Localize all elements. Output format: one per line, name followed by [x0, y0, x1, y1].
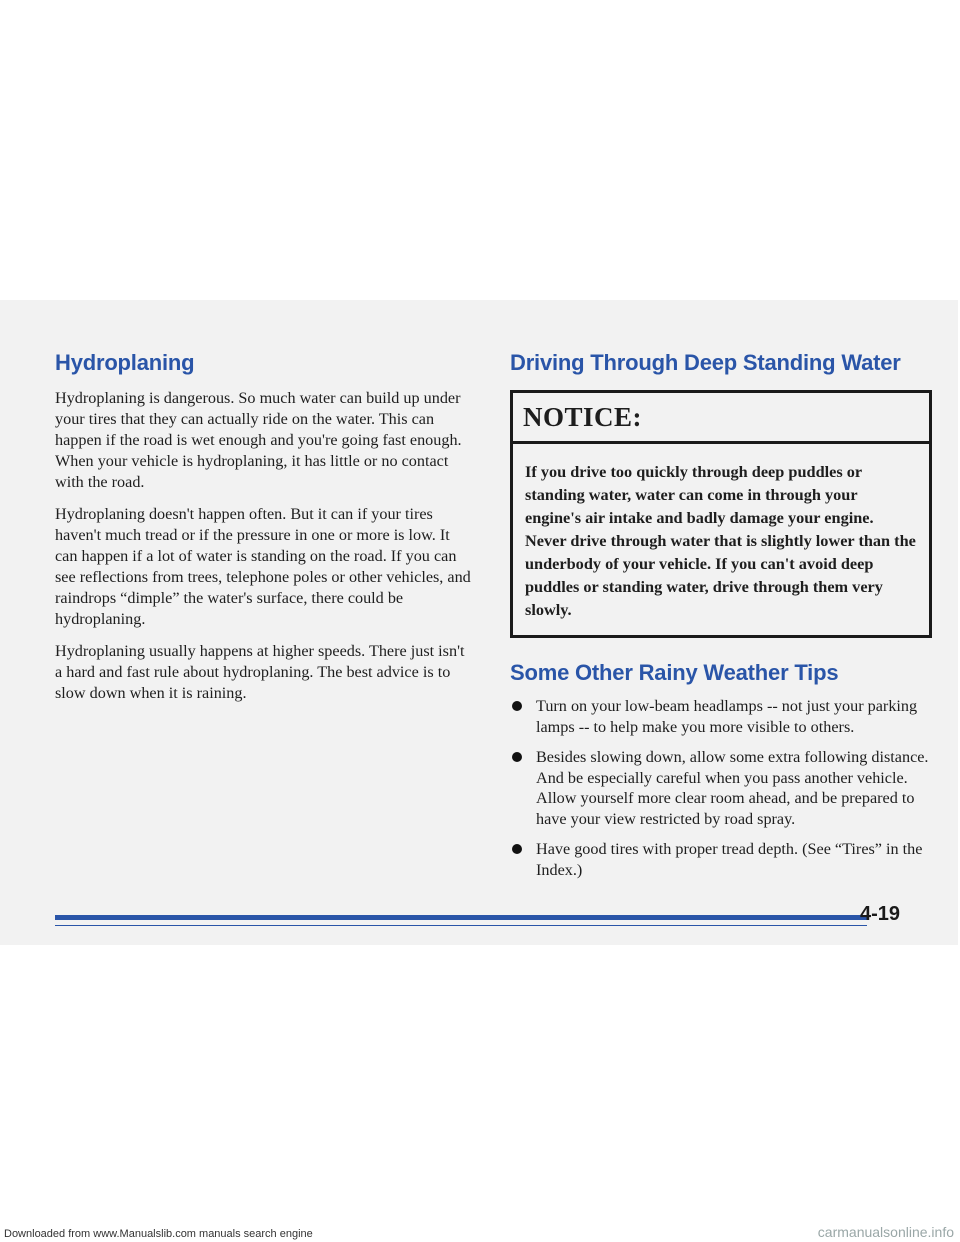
deep-water-heading: Driving Through Deep Standing Water	[510, 350, 901, 375]
page-number: 4-19	[859, 903, 900, 925]
hydroplaning-paragraph-3: Hydroplaning usually happens at higher speeds. There just isn't a hard and fast rule about hydroplaning. The best advice is to slow down when it is raining.	[55, 642, 465, 702]
hydroplaning-heading: Hydroplaning	[55, 350, 195, 375]
list-item	[510, 747, 930, 829]
download-notice[interactable]: Downloaded from www.Manualslib.com manuals search engine	[4, 1228, 313, 1240]
footer-rule-thin	[55, 925, 867, 926]
bullet-icon	[512, 752, 522, 762]
rainy-tips-heading: Some Other Rainy Weather Tips	[510, 660, 839, 685]
notice-box	[510, 390, 932, 638]
notice-text: If you drive too quickly through deep puddles or standing water, water can come in through your engine's air intake and badly damage your engine. Never drive through water that is slightly lower than the underbody of your vehicle. If you can't avoid deep puddles or standing water, drive through them very slowly.	[525, 462, 916, 619]
right-column	[510, 350, 930, 890]
list-item	[510, 839, 930, 880]
footer-rule	[55, 915, 867, 920]
bullet-icon	[512, 844, 522, 854]
tip-text: Have good tires with proper tread depth. (See “Tires” in the Index.)	[536, 840, 923, 879]
watermark: carmanualsonline.info	[817, 1224, 954, 1240]
hydroplaning-paragraph-2: Hydroplaning doesn't happen often. But it can if your tires haven't much tread or if the pressure in one or more is low. It can happen if a lot of water is standing on the road. If you can see reflections from trees, telephone poles or other vehicles, and raindrops “dimple” the water's surface, there could be hydroplaning.	[55, 505, 471, 628]
notice-label: NOTICE:	[513, 393, 929, 444]
tip-text: Turn on your low-beam headlamps -- not just your parking lamps -- to help make you more visible to others.	[536, 697, 918, 736]
tips-list	[510, 696, 930, 880]
left-column	[55, 350, 475, 715]
hydroplaning-paragraph-1: Hydroplaning is dangerous. So much water can build up under your tires that they can actually ride on the water. This can happen if the road is wet enough and you're going fast enough. When your vehicle is hydroplaning, it has little or no contact with the road.	[55, 389, 462, 491]
tip-text: Besides slowing down, allow some extra following distance. And be especially careful when you pass another vehicle. Allow yourself more clear room ahead, and be prepared to have your view restricted by road spray.	[536, 748, 929, 828]
bullet-icon	[512, 701, 522, 711]
list-item	[510, 696, 930, 737]
